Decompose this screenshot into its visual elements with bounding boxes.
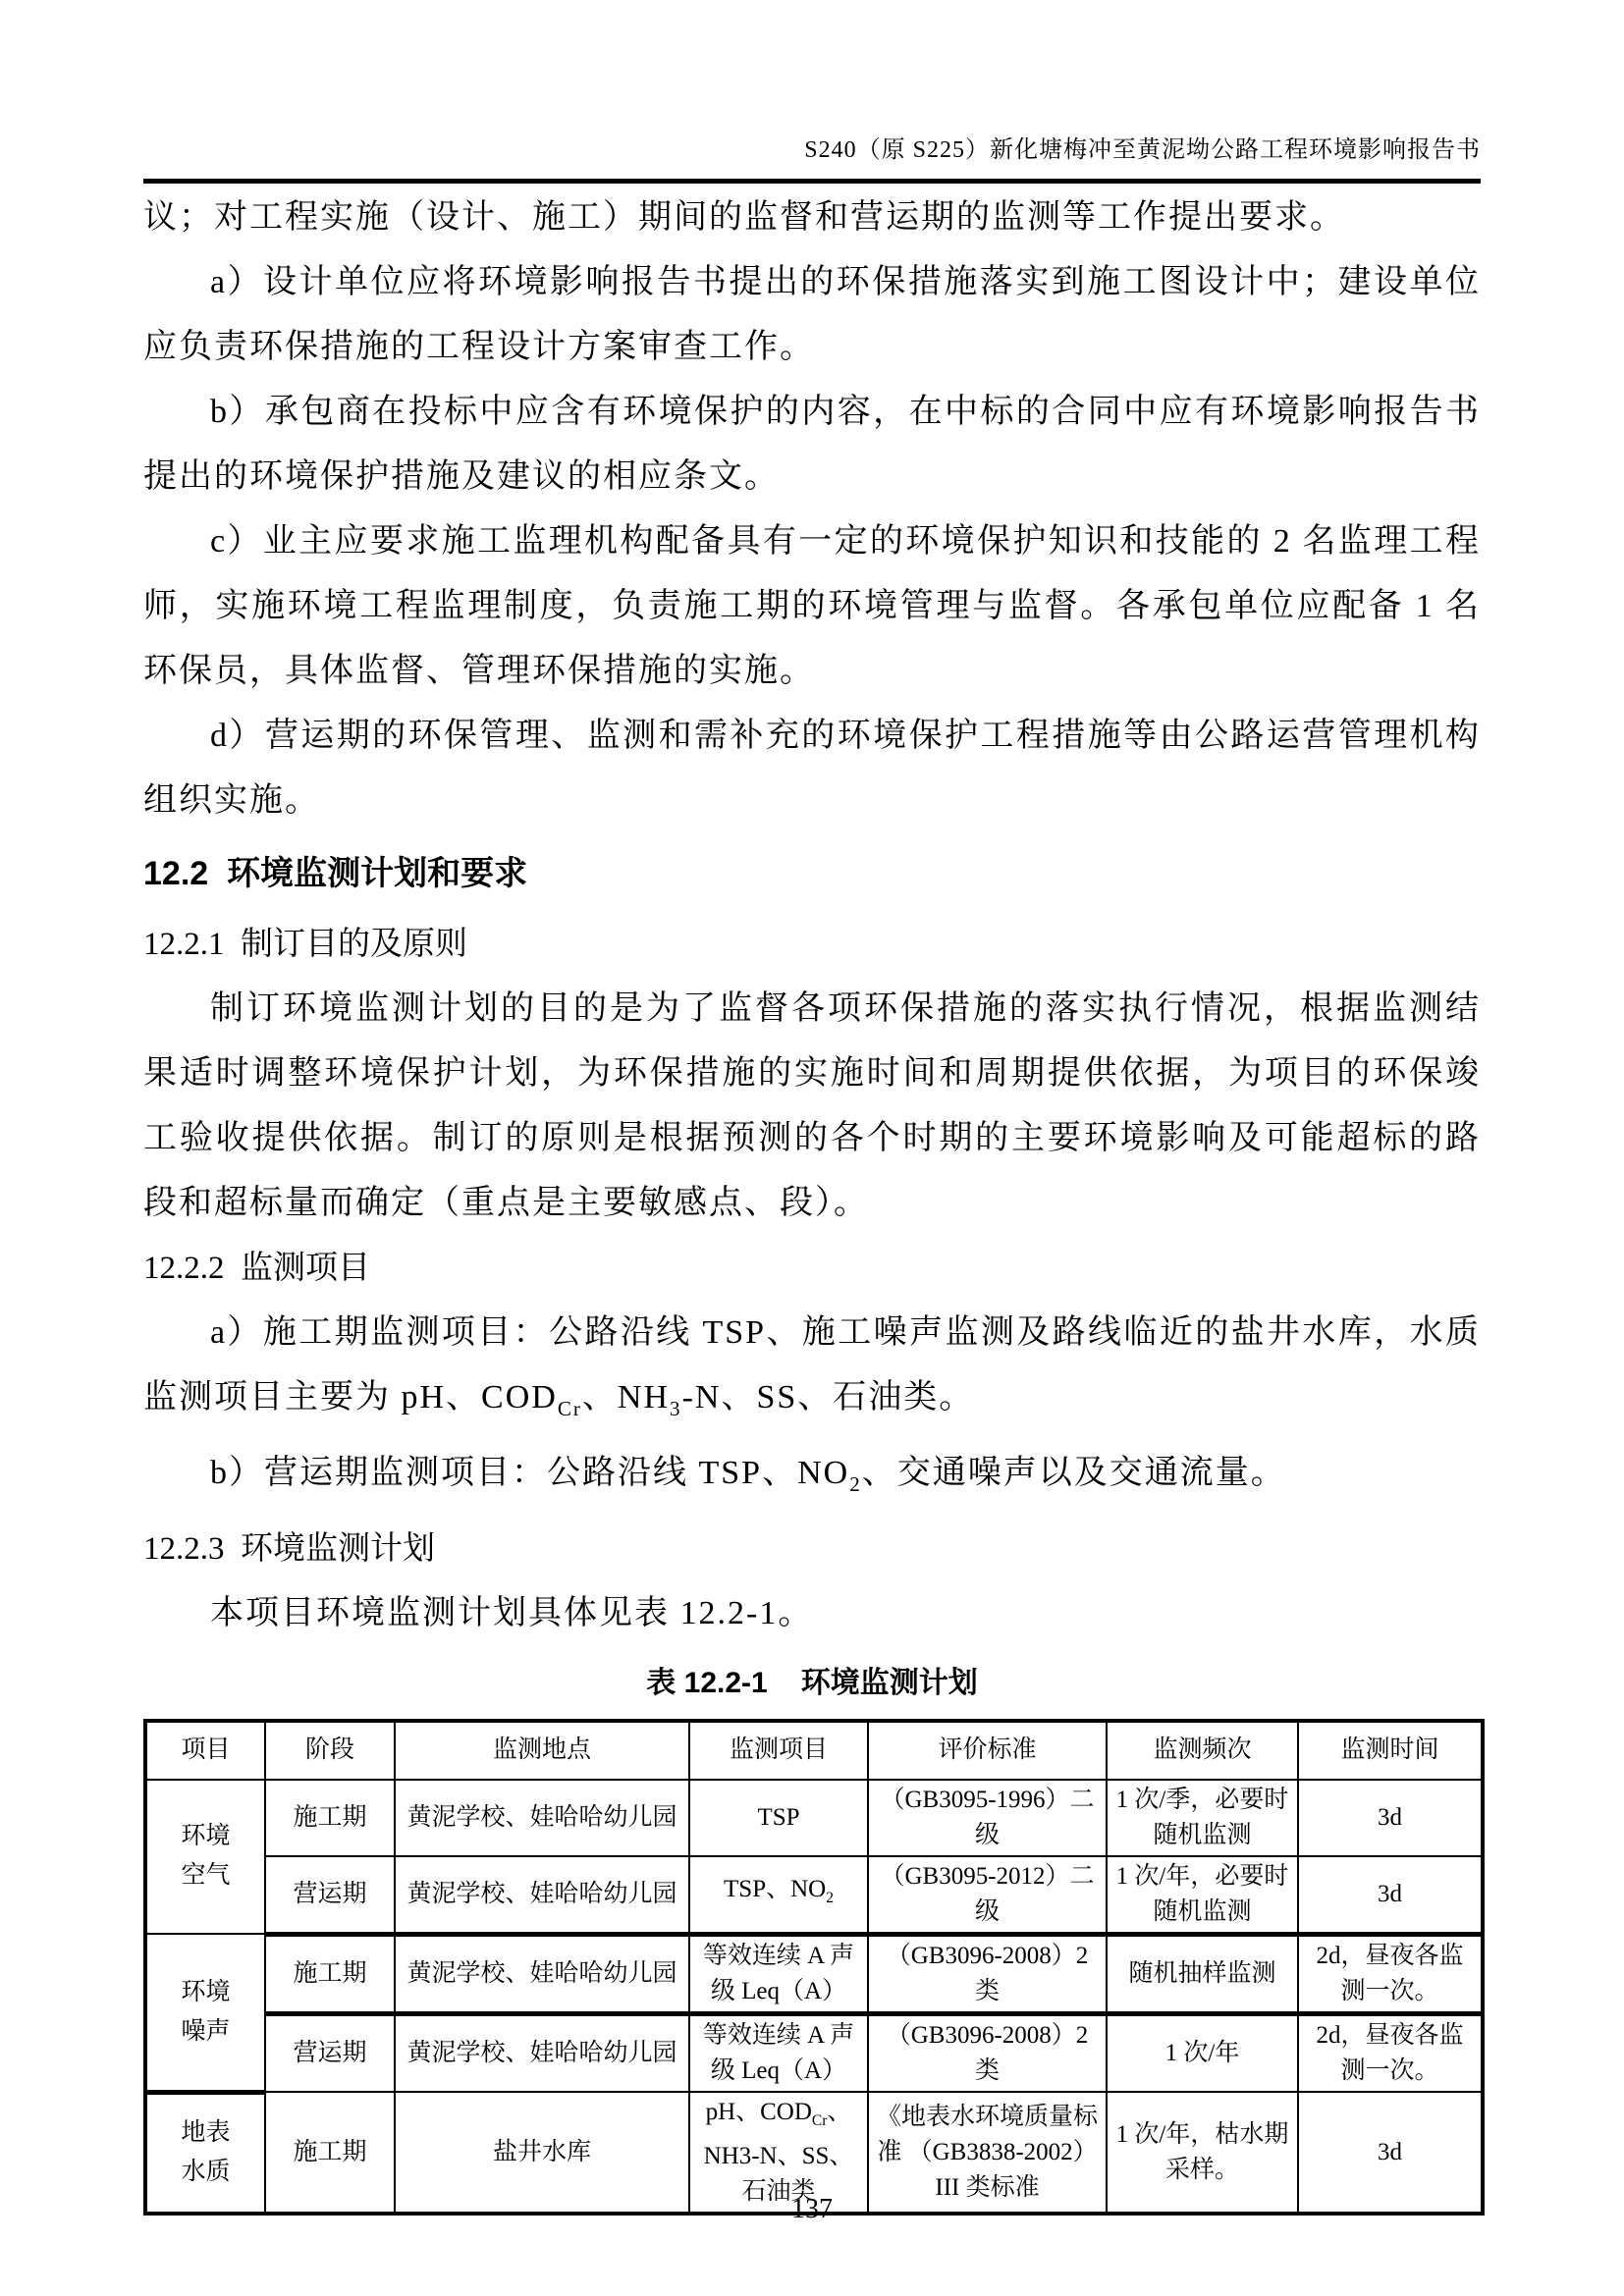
paragraph-table-reference: 本项目环境监测计划具体见表 12.2-1。 bbox=[210, 1594, 814, 1631]
cell-time: 3d bbox=[1298, 2092, 1483, 2214]
cell-frequency: 1 次/季，必要时随机监测 bbox=[1107, 1780, 1298, 1856]
cell-stage: 施工期 bbox=[265, 1934, 395, 2013]
paragraph-continuation: 议；对工程实施（设计、施工）期间的监督和营运期的监测等工作提出要求。 bbox=[143, 199, 1345, 236]
cell-standard: （GB3096-2008）2 类 bbox=[868, 2013, 1107, 2092]
paragraph-item-c: c）业主应要求施工监理机构配备具有一定的环境保护知识和技能的 2 名监理工程师，实施环境工程监理制度，负责施工期的环境管理与监督。各承包单位应配备 1 名环保员，具体监督、管理环保措施的实施。 bbox=[143, 523, 1481, 689]
cell-frequency: 1 次/年，必要时随机监测 bbox=[1107, 1856, 1298, 1935]
table-header-row bbox=[145, 1721, 1483, 1780]
table-row-air-operation bbox=[145, 1856, 1483, 1935]
cell-time: 3d bbox=[1298, 1856, 1483, 1935]
page-header bbox=[143, 0, 1481, 184]
cell-category-water: 地表水质 bbox=[145, 2092, 265, 2214]
col-header-time: 监测时间 bbox=[1298, 1721, 1483, 1780]
table-caption bbox=[143, 1660, 1481, 1707]
cell-item: 等效连续 A 声级 Leq（A） bbox=[689, 2013, 868, 2092]
cell-frequency: 1 次/年，枯水期采样。 bbox=[1107, 2092, 1298, 2214]
paragraph-item-b: b）承包商在投标中应含有环境保护的内容，在中标的合同中应有环境影响报告书提出的环境保护措施及建议的相应条文。 bbox=[143, 394, 1481, 495]
section-heading-12-2-3: 12.2.3 环境监测计划 bbox=[143, 1530, 435, 1567]
col-header-project: 项目 bbox=[145, 1721, 265, 1780]
cell-time: 2d，昼夜各监测一次。 bbox=[1298, 1934, 1483, 2013]
document-body bbox=[143, 186, 1481, 2216]
table-caption-label: 表 12.2-1 bbox=[646, 1666, 768, 1699]
cell-time: 2d，昼夜各监测一次。 bbox=[1298, 2013, 1483, 2092]
col-header-frequency: 监测频次 bbox=[1107, 1721, 1298, 1780]
table-caption-title: 环境监测计划 bbox=[800, 1666, 978, 1699]
header-rule bbox=[143, 179, 1481, 184]
page-number: 137 bbox=[791, 2194, 833, 2224]
section-heading-12-2-1: 12.2.1 制订目的及原则 bbox=[143, 927, 467, 962]
section-heading-12-2: 12.2 环境监测计划和要求 bbox=[143, 855, 528, 892]
cell-time: 3d bbox=[1298, 1780, 1483, 1856]
cell-standard: （GB3095-1996）二级 bbox=[868, 1780, 1107, 1856]
cell-location: 黄泥学校、娃哈哈幼儿园 bbox=[395, 1856, 689, 1935]
cell-stage: 营运期 bbox=[265, 2013, 395, 2092]
cell-category-air: 环境空气 bbox=[145, 1780, 265, 1935]
cell-frequency: 随机抽样监测 bbox=[1107, 1934, 1298, 2013]
cell-standard: 《地表水环境质量标准 （GB3838-2002）III 类标准 bbox=[868, 2092, 1107, 2214]
table-row-noise-construction bbox=[145, 1934, 1483, 2013]
cell-location: 黄泥学校、娃哈哈幼儿园 bbox=[395, 1780, 689, 1856]
paragraph-item-a: a）设计单位应将环境影响报告书提出的环保措施落实到施工图设计中；建设单位应负责环保措施的工程设计方案审查工作。 bbox=[143, 264, 1481, 365]
cell-category-noise: 环境噪声 bbox=[145, 1934, 265, 2092]
paragraph-monitor-item-b: b）营运期监测项目：公路沿线 TSP、$NO_2$、交通噪声以及交通流量。 bbox=[210, 1454, 1286, 1496]
cell-location: 盐井水库 bbox=[395, 2092, 689, 2214]
col-header-location: 监测地点 bbox=[395, 1721, 689, 1780]
cell-standard: （GB3096-2008）2 类 bbox=[868, 1934, 1107, 2013]
cell-item: pH、$COD_{Cr}$、NH3-N、SS、石油类 bbox=[689, 2092, 868, 2214]
col-header-stage: 阶段 bbox=[265, 1721, 395, 1780]
paragraph-monitor-item-a: a）施工期监测项目：公路沿线 TSP、施工噪声监测及路线临近的盐井水库，水质监测项目主要为 pH、$COD_{Cr}$、$NH_3-N$、SS、石油类。 bbox=[143, 1314, 1481, 1420]
cell-item: TSP、$NO_2$ bbox=[689, 1856, 868, 1935]
cell-stage: 施工期 bbox=[265, 1780, 395, 1856]
section-heading-12-2-2: 12.2.2 监测项目 bbox=[143, 1251, 370, 1286]
paragraph-item-d: d）营运期的环保管理、监测和需补充的环境保护工程措施等由公路运营管理机构组织实施。 bbox=[143, 718, 1481, 819]
col-header-standard: 评价标准 bbox=[868, 1721, 1107, 1780]
cell-frequency: 1 次/年 bbox=[1107, 2013, 1298, 2092]
cell-location: 黄泥学校、娃哈哈幼儿园 bbox=[395, 1934, 689, 2013]
table-row-air-construction bbox=[145, 1780, 1483, 1856]
cell-standard: （GB3095-2012）二级 bbox=[868, 1856, 1107, 1935]
table-row-noise-operation bbox=[145, 2013, 1483, 2092]
paragraph-purpose: 制订环境监测计划的目的是为了监督各项环保措施的落实执行情况，根据监测结果适时调整环境保护计划，为环保措施的实施时间和周期提供依据，为项目的环保竣工验收提供依据。制订的原则是根据预测的各个时期的主要环境影响及可能超标的路段和超标量而确定（重点是主要敏感点、段）。 bbox=[143, 990, 1481, 1221]
col-header-item: 监测项目 bbox=[689, 1721, 868, 1780]
cell-location: 黄泥学校、娃哈哈幼儿园 bbox=[395, 2013, 689, 2092]
cell-item: TSP bbox=[689, 1780, 868, 1856]
header-title: S240（原 S225）新化塘梅冲至黄泥坳公路工程环境影响报告书 bbox=[804, 137, 1481, 163]
cell-stage: 营运期 bbox=[265, 1856, 395, 1935]
cell-stage: 施工期 bbox=[265, 2092, 395, 2214]
monitoring-plan-table bbox=[143, 1719, 1485, 2216]
cell-item: 等效连续 A 声级 Leq（A） bbox=[689, 1934, 868, 2013]
